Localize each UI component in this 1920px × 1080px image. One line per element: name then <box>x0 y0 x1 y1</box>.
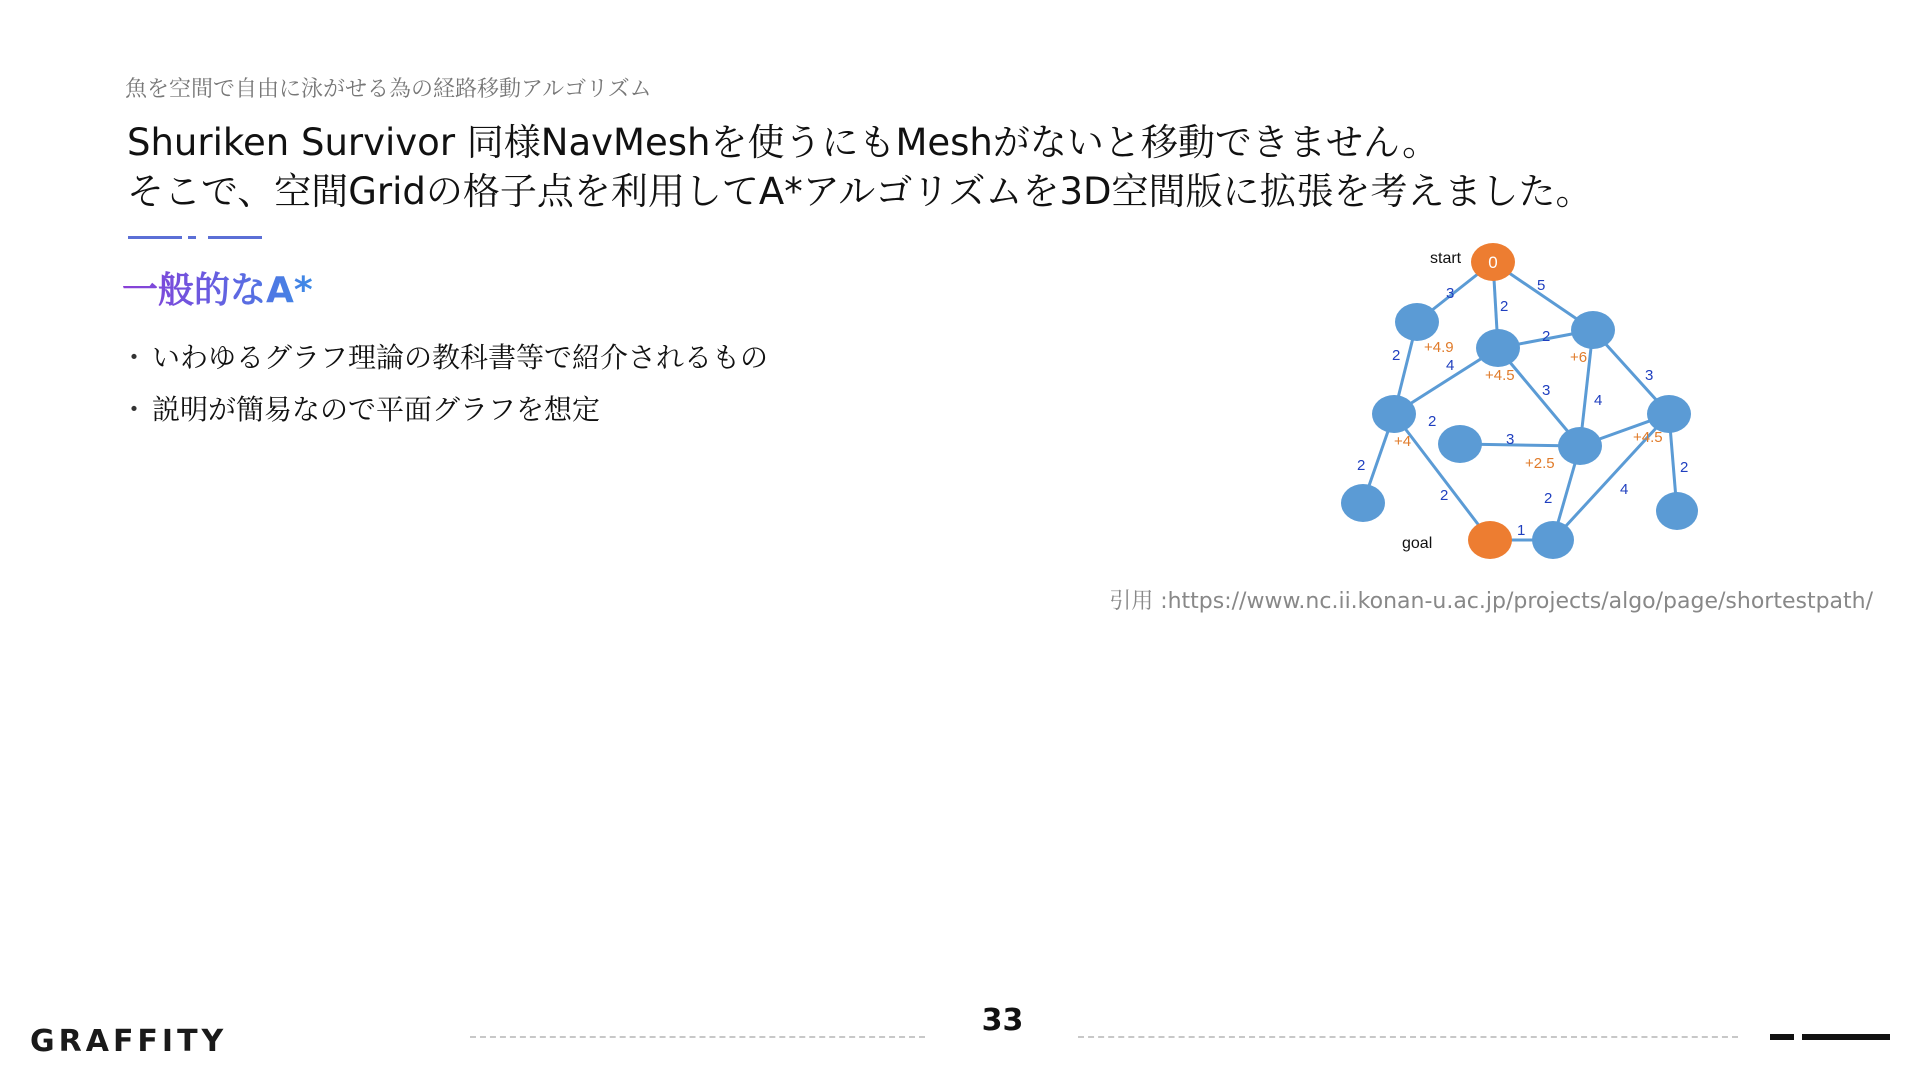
corner-accent-short <box>1770 1034 1794 1040</box>
start-label: start <box>1430 250 1462 267</box>
graffity-logo: GRAFFITY <box>30 1024 228 1059</box>
headline-line-1: Shuriken Survivor 同様NavMeshを使うにもMeshがないと移動できません。 <box>127 121 1440 164</box>
headline <box>127 118 1807 216</box>
graph-node <box>1476 329 1520 367</box>
heuristic-label: +4.5 <box>1485 367 1515 384</box>
edge-cost-label: 2 <box>1544 490 1553 507</box>
goal-label: goal <box>1402 535 1433 552</box>
bullet-text: いわゆるグラフ理論の教科書等で紹介されるもの <box>152 341 769 374</box>
decorative-divider <box>128 236 262 240</box>
edge-cost-label: 5 <box>1537 277 1546 294</box>
edge-cost-label: 3 <box>1506 431 1515 448</box>
astar-graph-diagram <box>1330 238 1710 568</box>
edge-cost-label: 2 <box>1357 457 1366 474</box>
edge-cost-label: 2 <box>1680 459 1689 476</box>
heuristic-label: +4.5 <box>1633 429 1663 446</box>
list-item <box>120 332 768 384</box>
page-number: 33 <box>981 1003 1024 1038</box>
bullet-marker: ・ <box>120 341 149 374</box>
edge-cost-label: 2 <box>1500 298 1509 315</box>
edge-cost-label: 3 <box>1645 367 1654 384</box>
graph-node <box>1438 425 1482 463</box>
edge-cost-label: 1 <box>1517 522 1526 539</box>
footer-dashed-line-right <box>1078 1036 1738 1038</box>
eyebrow-subtitle: 魚を空間で自由に泳がせる為の経路移動アルゴリズム <box>125 77 652 102</box>
heuristic-labels <box>1394 339 1663 472</box>
heuristic-label: +6 <box>1570 349 1588 366</box>
edge-cost-label: 3 <box>1446 285 1455 302</box>
start-node-value: 0 <box>1488 253 1498 272</box>
bullet-list <box>120 332 768 436</box>
headline-line-2: そこで、空間Gridの格子点を利用してA*アルゴリズムを3D空間版に拡張を考えました。 <box>127 170 1593 213</box>
graph-nodes <box>1341 243 1698 559</box>
heuristic-label: +2.5 <box>1525 455 1555 472</box>
heuristic-label: +4.9 <box>1424 339 1454 356</box>
edge-cost-label: 4 <box>1620 481 1629 498</box>
graph-node <box>1656 492 1698 530</box>
edge-cost-label: 2 <box>1440 487 1449 504</box>
graph-node <box>1558 427 1602 465</box>
graph-node <box>1395 303 1439 341</box>
graph-node <box>1647 395 1691 433</box>
edge-cost-label: 4 <box>1446 357 1455 374</box>
graph-edges <box>1363 262 1677 540</box>
graph-node <box>1341 484 1385 522</box>
list-item <box>120 384 768 436</box>
graph-node <box>1571 311 1615 349</box>
edge-cost-label: 4 <box>1594 392 1603 409</box>
edge-cost-label: 3 <box>1542 382 1551 399</box>
edge-cost-label: 2 <box>1542 328 1551 345</box>
goal-node <box>1468 521 1512 559</box>
graph-node <box>1532 521 1574 559</box>
bullet-text: 説明が簡易なので平面グラフを想定 <box>152 393 601 426</box>
heuristic-label: +4 <box>1394 433 1412 450</box>
citation-source: 引用 :https://www.nc.ii.konan-u.ac.jp/projects/algo/page/shortestpath/ <box>1109 589 1873 614</box>
edge-cost-label: 2 <box>1392 347 1401 364</box>
section-title: 一般的なA* <box>122 262 313 313</box>
edge-cost-label: 2 <box>1428 413 1437 430</box>
corner-accent-long <box>1802 1034 1890 1040</box>
graph-node <box>1372 395 1416 433</box>
bullet-marker: ・ <box>120 393 149 426</box>
